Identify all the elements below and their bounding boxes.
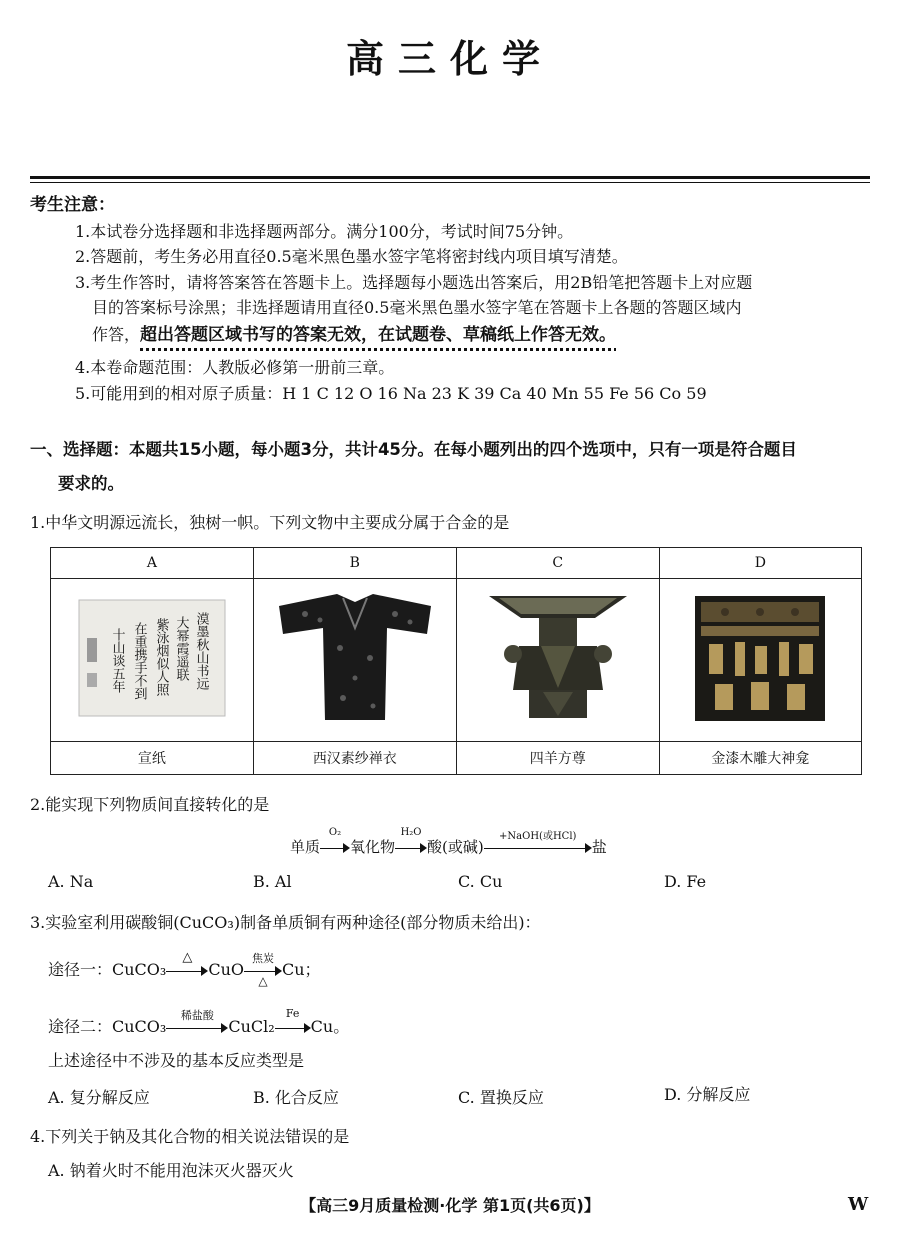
q2-scheme — [290, 827, 607, 857]
q3-option-b: B. 化合反应 — [253, 1088, 339, 1107]
notice-heading: 考生注意： — [30, 195, 115, 215]
page-footer: 【高三9月质量检测·化学 第1页(共6页)】 — [300, 1196, 600, 1215]
calligraphy-col-5: 十山谈五年 — [109, 628, 125, 693]
header-rule-thin — [30, 182, 870, 183]
q1-image-c-cell — [456, 579, 659, 742]
four-ram-square-zun-image — [483, 588, 633, 728]
q3-route-2-arrow-2-label: Fe — [285, 1006, 300, 1020]
q4-stem: 4.下列关于钠及其化合物的相关说法错误的是 — [30, 1127, 350, 1146]
notice-item-3-emphasis-line — [92, 320, 616, 345]
q1-stem: 1.中华文明源远流长，独树一帜。下列文物中主要成分属于合金的是 — [30, 513, 510, 532]
q2-arrow-3-label: +NaOH(或HCl) — [499, 831, 577, 842]
calligraphy-col-2: 大幂霞遥联 — [173, 616, 189, 681]
q2-arrow-3 — [484, 831, 592, 855]
page-title: 高三化学 — [345, 37, 554, 81]
q2-option-d: D. Fe — [664, 872, 707, 891]
q3-option-d: D. 分解反应 — [664, 1085, 751, 1104]
q1-caption-c: 四羊方尊 — [456, 742, 659, 775]
q3-route-1-arrow-2-bottom: △ — [258, 973, 268, 988]
q1-header-c: C — [456, 548, 659, 579]
q1-image-b-cell — [253, 579, 456, 742]
q2-arrow-2 — [395, 827, 427, 855]
q2-arrow-2-label: H₂O — [400, 827, 422, 838]
notice-item-5: 5.可能用到的相对原子质量：H 1 C 12 O 16 Na 23 K 39 Ca 40 Mn 55 Fe 56 Co 59 — [75, 384, 707, 403]
q3-route-1-arrow-1-label: △ — [182, 949, 193, 965]
q3-route-2-end: Cu。 — [310, 1017, 350, 1036]
q3-route-1-mid: CuO — [208, 960, 244, 979]
q3-route-2-arrow-1-label: 稀盐酸 — [180, 1008, 214, 1022]
calligraphy-col-3: 紫泳烟似人照 — [153, 618, 169, 696]
q2-arrow-1 — [320, 827, 350, 855]
header-rule-thick — [30, 176, 870, 179]
q3-stem: 3.实验室利用碳酸铜(CuCO₃)制备单质铜有两种途径(部分物质未给出)： — [30, 913, 541, 932]
section-1-heading-cont: 要求的。 — [58, 474, 124, 493]
notice-item-4: 4.本卷命题范围：人教版必修第一册前三章。 — [75, 358, 395, 377]
q1-header-d: D — [659, 548, 861, 579]
notice-item-3-cont: 目的答案标号涂黑；非选择题请用直径0.5毫米黑色墨水签字笔在答题卡上各题的答题区域内 — [92, 298, 742, 317]
calligraphy-col-1: 漠墨秋山书远 — [193, 612, 209, 690]
notice-item-3: 3.考生作答时，请将答案答在答题卡上。选择题每小题选出答案后，用2B铅笔把答题卡上对应题 — [75, 273, 753, 292]
notice-emphasis: 超出答题区域书写的答案无效，在试题卷、草稿纸上作答无效。 — [140, 325, 617, 345]
q3-route-2-arrow-2 — [275, 1006, 311, 1035]
q3-route-2-arrow-1 — [166, 1008, 228, 1035]
q2-s1: 单质 — [290, 838, 321, 856]
q1-header-a: A — [51, 548, 254, 579]
section-1-heading: 一、选择题：本题共15小题，每小题3分，共计45分。在每小题列出的四个选项中，只有一项是符合题目 — [30, 440, 797, 459]
q1-header-b: B — [253, 548, 456, 579]
q3-question: 上述途径中不涉及的基本反应类型是 — [48, 1051, 305, 1070]
notice-item-1: 1.本试卷分选择题和非选择题两部分。满分100分，考试时间75分钟。 — [75, 222, 574, 241]
q3-option-a: A. 复分解反应 — [48, 1088, 150, 1107]
notice-item-2: 2.答题前，考生务必用直径0.5毫米黑色墨水签字笔将密封线内项目填写清楚。 — [75, 247, 628, 266]
q3-route-2 — [48, 1006, 350, 1037]
q3-route-1-end: Cu； — [282, 960, 321, 979]
q3-route-1 — [48, 949, 321, 988]
q2-option-a: A. Na — [48, 872, 94, 891]
q4-option-a: A. 钠着火时不能用泡沫灭火器灭火 — [48, 1161, 294, 1180]
corner-mark: W — [848, 1194, 869, 1215]
notice-item-3-prefix: 作答， — [92, 325, 141, 344]
q3-route-2-prefix: 途径二：CuCO₃ — [48, 1017, 167, 1036]
q1-options-table — [50, 547, 862, 775]
q1-caption-a: 宣纸 — [51, 742, 254, 775]
q2-s3: 酸(或碱) — [427, 838, 484, 856]
q3-option-c: C. 置换反应 — [458, 1088, 544, 1107]
q2-s4: 盐 — [591, 838, 607, 856]
q2-stem: 2.能实现下列物质间直接转化的是 — [30, 795, 270, 814]
q2-option-c: C. Cu — [458, 872, 503, 891]
q3-route-1-arrow-2 — [244, 951, 282, 988]
xuan-paper-calligraphy-image — [77, 598, 227, 718]
silk-robe-image — [275, 588, 435, 728]
q3-route-1-arrow-2-top: 焦炭 — [252, 951, 274, 965]
q1-caption-b: 西汉素纱禅衣 — [253, 742, 456, 775]
q1-image-a-cell — [51, 579, 254, 742]
q1-caption-d: 金漆木雕大神龛 — [659, 742, 861, 775]
q1-image-d-cell — [659, 579, 861, 742]
q2-arrow-1-label: O₂ — [328, 827, 342, 838]
q3-route-2-mid: CuCl₂ — [228, 1017, 275, 1036]
q2-option-b: B. Al — [253, 872, 292, 891]
q3-route-1-arrow-1 — [166, 949, 208, 978]
calligraphy-col-4: 在重携手不到 — [131, 622, 147, 700]
q2-s2: 氧化物 — [350, 838, 396, 856]
gilded-wooden-shrine-image — [695, 596, 825, 721]
q3-route-1-prefix: 途径一：CuCO₃ — [48, 960, 167, 979]
